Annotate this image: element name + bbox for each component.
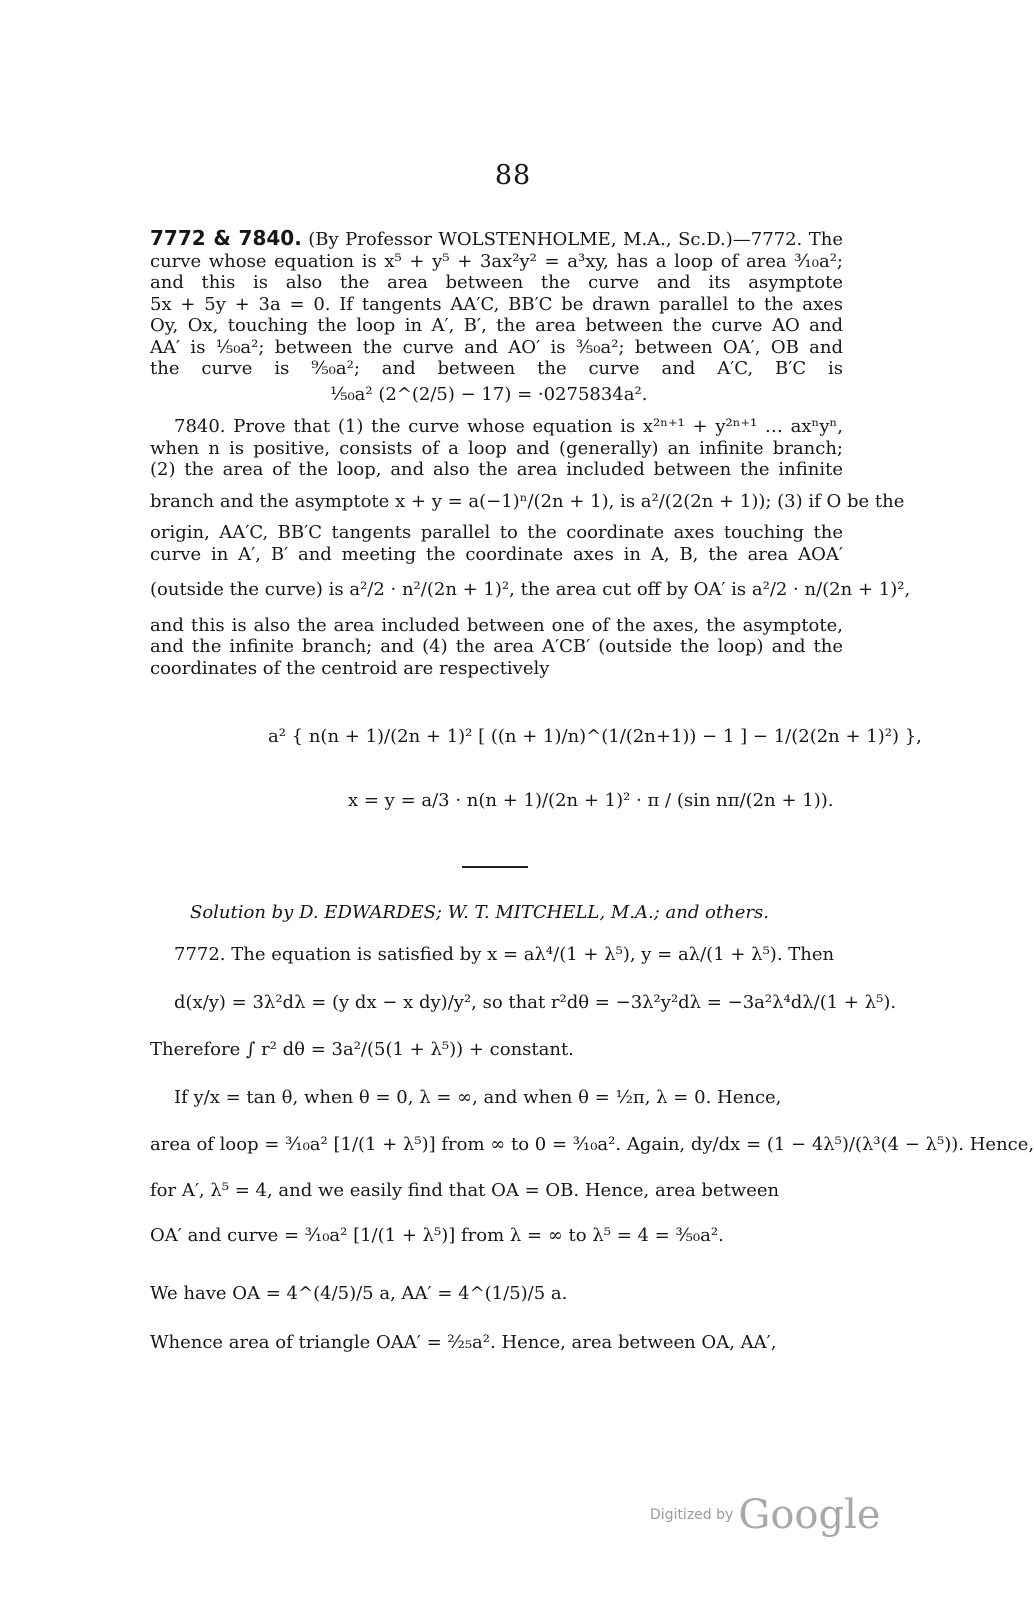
- solution-line-7: OA′ and curve = ³⁄₁₀a² [1/(1 + λ⁵)] from λ = ∞ to λ⁵ = 4 = ³⁄₅₀a².: [150, 1225, 724, 1246]
- google-logo: Google: [738, 1492, 881, 1538]
- problem-statement: [150, 228, 843, 380]
- p7840-line-6: curve in A′, B′ and meeting the coordinate axes in A, B, the area AOA′: [150, 543, 843, 565]
- solution-line-8: We have OA = 4^(4/5)/5 a, AA′ = 4^(1/5)/5 a.: [150, 1282, 568, 1304]
- problem-line-3: and this is also the area between the curve and its asymptote: [150, 272, 843, 293]
- problem-line-2: curve whose equation is x⁵ + y⁵ + 3ax²y² = a³xy, has a loop of area ³⁄₁₀a²;: [150, 250, 843, 272]
- p7840-line-8: and this is also the area included between one of the axes, the asymptote,: [150, 614, 843, 636]
- solution-line-3: Therefore ∫ r² dθ = 3a²/(5(1 + λ⁵)) + constant.: [150, 1039, 574, 1060]
- solution-line-1: 7772. The equation is satisfied by x = aλ⁴/(1 + λ⁵), y = aλ/(1 + λ⁵). Then: [174, 944, 835, 965]
- problem-line-5: Oy, Ox, touching the loop in A′, B′, the area between the curve AO and: [150, 315, 843, 336]
- solution-line-5: area of loop = ³⁄₁₀a² [1/(1 + λ⁵)] from ∞ to 0 = ³⁄₁₀a². Again, dy/dx = (1 − 4λ⁵)/(λ³(4 − λ⁵)). Hence,: [150, 1134, 1034, 1155]
- p7840-line-4: branch and the asymptote x + y = a(−1)ⁿ/(2n + 1), is a²/(2(2n + 1)); (3) if O be the: [150, 490, 905, 512]
- problem-line-6: AA′ is ¹⁄₅₀a²; between the curve and AO′ is ³⁄₅₀a²; between OA′, OB and: [150, 336, 843, 358]
- section-divider: [462, 866, 528, 868]
- p7840-line-3: (2) the area of the loop, and also the area included between the infinite: [150, 459, 843, 480]
- solution-line-4: If y/x = tan θ, when θ = 0, λ = ∞, and when θ = ½π, λ = 0. Hence,: [174, 1086, 782, 1108]
- p7840-line-1: 7840. Prove that (1) the curve whose equation is x²ⁿ⁺¹ + y²ⁿ⁺¹ … axⁿyⁿ,: [174, 416, 843, 437]
- formula-area: ¹⁄₅₀a² (2^(2/5) − 17) = ·0275834a².: [330, 384, 648, 405]
- p7840-line-5: origin, AA′C, BB′C tangents parallel to the coordinate axes touching the: [150, 522, 843, 543]
- solution-line-6: for A′, λ⁵ = 4, and we easily find that OA = OB. Hence, area between: [150, 1179, 780, 1201]
- problem-numbers: 7772 & 7840.: [150, 226, 302, 250]
- p7840-line-10: coordinates of the centroid are respectively: [150, 657, 550, 679]
- digitized-watermark: [650, 1492, 881, 1538]
- equation-centroid: x = y = a/3 · n(n + 1)/(2n + 1)² · π / (sin nπ/(2n + 1)).: [348, 790, 834, 811]
- solution-line-9: Whence area of triangle OAA′ = ²⁄₂₅a². Hence, area between OA, AA′,: [150, 1332, 777, 1353]
- solution-line-2: d(x/y) = 3λ²dλ = (y dx − x dy)/y², so that r²dθ = −3λ²y²dλ = −3a²λ⁴dλ/(1 + λ⁵).: [174, 991, 897, 1013]
- equation-area-ACB: a² { n(n + 1)/(2n + 1)² [ ((n + 1)/n)^(1/(2n+1)) − 1 ] − 1/(2(2n + 1)²) },: [268, 726, 922, 747]
- p7840-line-2: when n is positive, consists of a loop and (generally) an infinite branch;: [150, 437, 843, 459]
- digitized-by-text: Digitized by: [650, 1507, 734, 1523]
- problem-line-1: 7772 & 7840. (By Professor WOLSTENHOLME, M.A., Sc.D.)—7772. The: [150, 226, 843, 250]
- page-number: 88: [494, 160, 532, 191]
- solution-byline: Solution by D. EDWARDES; W. T. MITCHELL, M.A.; and others.: [190, 902, 769, 923]
- problem-7840: [150, 416, 911, 679]
- problem-line-4: 5x + 5y + 3a = 0. If tangents AA′C, BB′C be drawn parallel to the axes: [150, 293, 843, 315]
- problem-line-7: the curve is ⁹⁄₅₀a²; and between the curve and A′C, B′C is: [150, 358, 843, 379]
- solution-body: [150, 944, 1034, 1354]
- p7840-line-7: (outside the curve) is a²/2 · n²/(2n + 1)², the area cut off by OA′ is a²/2 · n/(2n + 1)²,: [150, 579, 911, 600]
- p7840-line-9: and the infinite branch; and (4) the area A′CB′ (outside the loop) and the: [150, 636, 843, 657]
